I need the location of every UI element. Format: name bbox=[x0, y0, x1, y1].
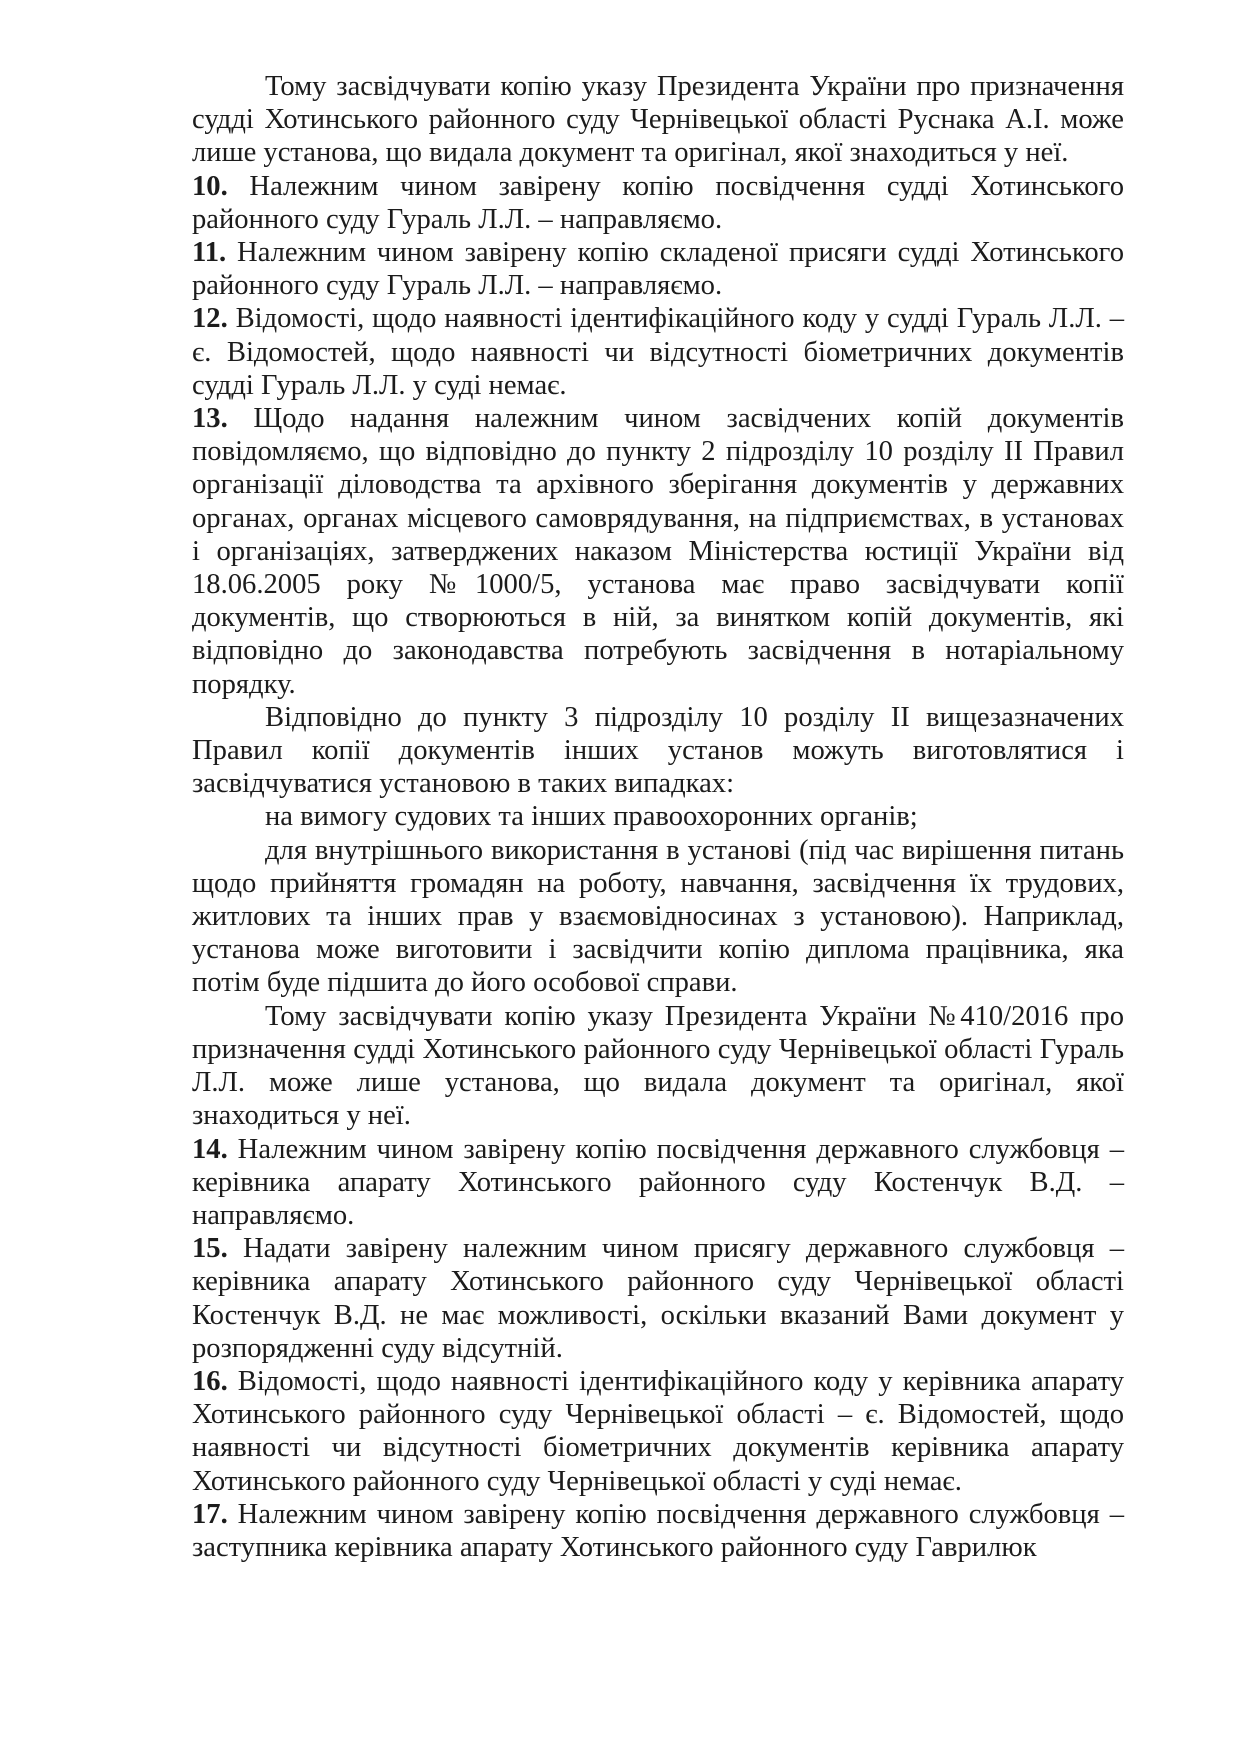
paragraph-item-13 bbox=[192, 402, 1124, 701]
paragraph-text: Належним чином завірену копію посвідчення державного службовця – керівника апарату Хотинського районного суду Костенчук В.Д. – направляємо. bbox=[192, 1133, 1124, 1231]
paragraph-text: Відомості, щодо наявності ідентифікаційного коду у судді Гураль Л.Л. – є. Відомостей, щодо наявності чи відсутності біометричних документів судді Гураль Л.Л. у суді немає. bbox=[192, 303, 1124, 401]
item-number: 11. bbox=[192, 237, 227, 269]
paragraph-text: Відомості, щодо наявності ідентифікаційного коду у керівника апарату Хотинського районного суду Чернівецької області – є. Відомостей, щодо наявності чи відсутності біометричних документів керівника апарату Хотинського районного суду Чернівецької області у суді немає. bbox=[192, 1365, 1124, 1497]
paragraph-text: Тому засвідчувати копію указу Президента України №410/2016 про призначення судді Хотинського районного суду Чернівецької області Гураль Л.Л. може лише установа, що видала документ та оригінал, якої знаходиться у неї. bbox=[192, 1000, 1124, 1132]
paragraph-text: Тому засвідчувати копію указу Президента України про призначення судді Хотинського районного суду Чернівецької області Руснака А.І. може лише установа, що видала документ та оригінал, якої знаходиться у неї. bbox=[192, 71, 1124, 169]
paragraph-item-14 bbox=[192, 1133, 1124, 1233]
paragraph-case-internal-use bbox=[192, 834, 1124, 1000]
item-number: 15. bbox=[192, 1233, 228, 1265]
paragraph-case-law-enforcement bbox=[192, 800, 1124, 833]
paragraph-item-15 bbox=[192, 1232, 1124, 1365]
item-number: 10. bbox=[192, 170, 228, 202]
item-number: 16. bbox=[192, 1365, 228, 1397]
paragraph-ruskak-decree bbox=[192, 70, 1124, 170]
paragraph-text: Належним чином завірену копію складеної присяги судді Хотинського районного суду Гураль Л.Л. – направляємо. bbox=[192, 237, 1124, 302]
paragraph-text: Належним чином завірену копію посвідчення судді Хотинського районного суду Гураль Л.Л. – направляємо. bbox=[192, 170, 1124, 235]
item-number: 13. bbox=[192, 403, 228, 435]
paragraph-rules-clause-3 bbox=[192, 701, 1124, 801]
paragraph-item-11 bbox=[192, 236, 1124, 302]
paragraph-text: Щодо надання належним чином засвідчених копій документів повідомляємо, що відповідно до пункту 2 підрозділу 10 розділу ІІ Правил організації діловодства та архівного зберігання документів у державних органах, органах місцевого самоврядування, на підприємствах, в установах і організаціях, затверджених наказом Міністерства юстиції України від 18.06.2005 року №1000/5, установа має право засвідчувати копії документів, що створюються в ній, за винятком копій документів, які відповідно до законодавства потребують засвідчення в нотаріальному порядку. bbox=[192, 403, 1124, 700]
paragraph-text: Надати завірену належним чином присягу державного службовця – керівника апарату Хотинського районного суду Чернівецької області Костенчук В.Д. не має можливості, оскільки вказаний Вами документ у розпорядженні суду відсутній. bbox=[192, 1233, 1124, 1364]
paragraph-text: Відповідно до пункту 3 підрозділу 10 розділу ІІ вищезазначених Правил копії документів інших установ можуть виготовлятися і засвідчуватися установою в таких випадках: bbox=[192, 701, 1124, 800]
paragraph-item-16 bbox=[192, 1365, 1124, 1498]
paragraph-text: Належним чином завірену копію посвідчення державного службовця – заступника керівника апарату Хотинського районного суду Гаврилюк bbox=[192, 1498, 1124, 1563]
paragraph-item-10 bbox=[192, 170, 1124, 236]
item-number: 17. bbox=[192, 1498, 228, 1530]
paragraph-text: на вимогу судових та інших правоохоронних органів; bbox=[265, 801, 918, 833]
paragraph-text: для внутрішнього використання в установі (під час вирішення питань щодо прийняття громадян на роботу, навчання, засвідчення їх трудових, житлових та інших прав у взаємовідносинах з установою). Наприклад, установа може виготовити і засвідчити копію диплома працівника, яка потім буде підшита до його особової справи. bbox=[192, 834, 1124, 999]
item-number: 12. bbox=[192, 303, 228, 335]
item-number: 14. bbox=[192, 1133, 228, 1165]
paragraph-gural-decree bbox=[192, 1000, 1124, 1133]
paragraph-item-17 bbox=[192, 1498, 1124, 1564]
paragraph-item-12 bbox=[192, 302, 1124, 402]
